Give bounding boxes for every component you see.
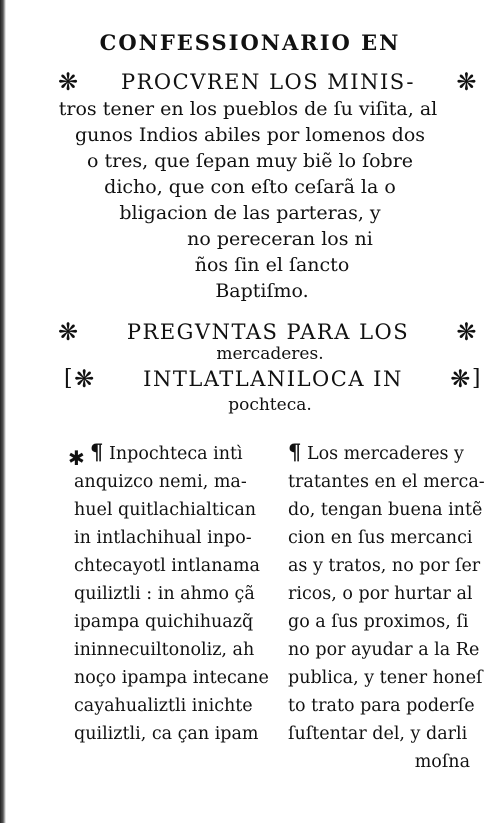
intro-first-line: PROCVREN LOS MINIS- [120, 70, 416, 94]
left-line: huel quitlachialtican [74, 500, 257, 520]
left-line: ¶ Inpochteca intì [90, 439, 243, 464]
left-line: ipampa quichihuazq̃ [74, 612, 254, 632]
nahuatl-subtitle: pochteca. [228, 395, 312, 415]
right-line: moſna [414, 752, 470, 772]
ornament-icon: ❋ [450, 364, 472, 393]
right-column [288, 438, 484, 776]
ornament-icon: ❋ [58, 68, 80, 96]
right-line: no por ayudar a la Re [288, 640, 480, 660]
pilcrow-icon: ¶ [288, 439, 302, 464]
left-line: cayahualiztli inichte [74, 696, 253, 716]
ornament-icon: ❋ [58, 318, 80, 346]
right-line: ¶ Los mercaderes y [288, 439, 464, 464]
left-column [74, 438, 279, 748]
left-line: anquizco nemi, ma- [74, 472, 247, 492]
ornament-icon: ❋ [456, 68, 478, 96]
left-line: in intlachihual inpo- [74, 528, 252, 548]
intro-line: no pereceran los ni [187, 228, 373, 250]
left-line: quiliztli, ca çan ipam [74, 724, 259, 744]
right-line: go a ſus proximos, ſi [288, 612, 469, 632]
ornament-icon: ❋ [456, 318, 478, 346]
intro-line: Baptiſmo. [215, 280, 309, 302]
right-line: publica, y tener honeſ [288, 668, 483, 688]
right-line: as y tratos, no por ſer [288, 556, 481, 576]
intro-line: dicho, que con eſto ceſarã la o [104, 176, 396, 198]
right-line: tratantes en el merca- [288, 472, 485, 492]
intro-line: gunos Indios abiles por lomenos dos [74, 124, 426, 146]
ornament-icon: ❋ [74, 364, 96, 393]
nahuatl-heading: [ ❋ INTLATLANILOCA IN ❋ ] [64, 364, 482, 393]
intro-line: ños ſin el ſancto [194, 254, 350, 276]
left-line: noço ipampa intecane [74, 668, 269, 688]
right-line: do, tengan buena intẽ [288, 500, 483, 520]
section-subtitle: mercaderes. [216, 344, 324, 364]
left-line: quiliztli : in ahmo çã [74, 584, 255, 604]
nahuatl-heading-text: INTLATLANILOCA IN [143, 366, 403, 391]
right-line: cion en ſus mercanci [288, 528, 473, 548]
intro-line: o tres, que ſepan muy biẽ lo ſobre [86, 150, 414, 172]
right-line: ſuſtentar del, y darli [288, 724, 468, 744]
intro-heading [58, 70, 478, 94]
pilcrow-icon: ¶ [90, 439, 104, 464]
right-line: ricos, o por hurtar al [288, 584, 473, 604]
right-line: to trato para poderſe [288, 696, 475, 716]
intro-line: bligacion de las parteras, y [119, 202, 381, 224]
running-head: CONFESSIONARIO EN [99, 30, 401, 55]
section-heading [58, 320, 478, 344]
asterisk-icon: ✱ [68, 446, 85, 470]
left-line: ininnecuiltonoliz, ah [74, 640, 255, 660]
intro-line: tros tener en los pueblos de ſu viſita, al [58, 98, 438, 120]
left-line: chtecayotl intlanama [74, 556, 260, 576]
section-heading-text: PREGVNTAS PARA LOS [126, 320, 410, 344]
